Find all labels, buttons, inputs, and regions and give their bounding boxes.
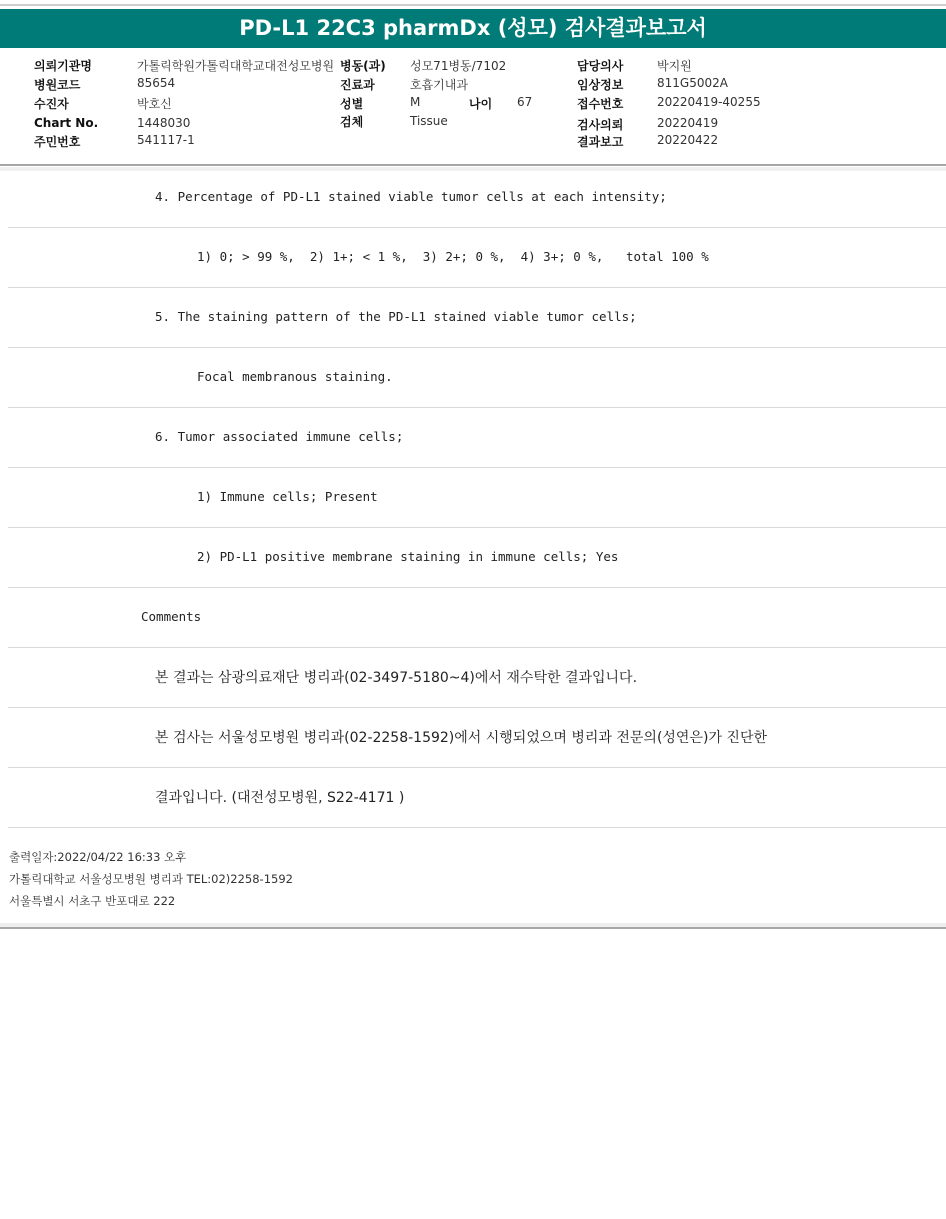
report-line-text: 결과입니다. (대전성모병원, S22-4171 ) [155, 790, 405, 806]
report-line-text: 본 검사는 서울성모병원 병리과(02-2258-1592)에서 시행되었으며 병리과 전문의(성연은)가 진단한 [155, 730, 767, 746]
report-line [8, 228, 946, 288]
report-line [8, 648, 946, 708]
receipt-label: 접수번호 [577, 97, 624, 111]
report-line-text: 1) 0; > 99 %, 2) 1+; < 1 %, 3) 2+; 0 %, 4) 3+; 0 %, total 100 % [197, 249, 709, 264]
request-value: 20220419 [657, 116, 719, 130]
report-line [8, 528, 946, 588]
report-line [8, 708, 946, 768]
receipt-value: 20220419-40255 [657, 95, 761, 109]
chart-no-label: Chart No. [34, 116, 99, 130]
report-line-text: 5. The staining pattern of the PD-L1 stained viable tumor cells; [155, 309, 637, 324]
lab-contact: 가톨릭대학교 서울성모병원 병리과 TEL:02)2258-1592 [9, 872, 293, 886]
doctor-label: 담당의사 [577, 59, 624, 73]
report-line [8, 348, 946, 408]
request-label: 검사의뢰 [577, 118, 624, 132]
report-line [8, 468, 946, 528]
report-line-text: 1) Immune cells; Present [197, 489, 378, 504]
age-label: 나이 [469, 97, 493, 111]
report-line-text: 6. Tumor associated immune cells; [155, 429, 404, 444]
resident-no-label: 주민번호 [34, 135, 81, 149]
report-line-text: 4. Percentage of PD-L1 stained viable tumor cells at each intensity; [155, 189, 667, 204]
report-title: PD-L1 22C3 pharmDx (성모) 검사결과보고서 [0, 9, 946, 48]
print-date: 출력일자:2022/04/22 16:33 오후 [9, 850, 187, 864]
chart-no-value: 1448030 [137, 116, 191, 130]
doctor-value: 박지원 [657, 59, 692, 73]
top-border [0, 4, 946, 6]
report-body [8, 168, 946, 828]
dept-value: 호흡기내과 [410, 78, 468, 92]
patient-label: 수진자 [34, 97, 69, 111]
clinical-label: 임상정보 [577, 78, 624, 92]
sex-label: 성별 [340, 97, 364, 111]
report-line-text: Focal membranous staining. [197, 369, 393, 384]
ward-label: 병동(과) [340, 59, 386, 73]
report-footer [9, 846, 293, 912]
hospital-code-value: 85654 [137, 76, 176, 90]
specimen-label: 검체 [340, 115, 364, 129]
age-value: 67 [517, 95, 533, 109]
clinical-value: 811G5002A [657, 76, 728, 90]
report-line-text: 본 결과는 삼광의료재단 병리과(02-3497-5180~4)에서 재수탁한 결과입니다. [155, 670, 638, 686]
patient-info-header [0, 52, 946, 164]
report-line [8, 288, 946, 348]
bottom-divider [0, 927, 946, 929]
report-date-value: 20220422 [657, 133, 719, 147]
report-date-label: 결과보고 [577, 135, 624, 149]
header-divider [0, 164, 946, 166]
lab-address: 서울특별시 서초구 반포대로 222 [9, 894, 176, 908]
institution-value: 가톨릭학원가톨릭대학교대전성모병원 [137, 59, 335, 73]
comments-heading: Comments [141, 609, 202, 624]
report-line [8, 408, 946, 468]
ward-value: 성모71병동/7102 [410, 59, 507, 73]
report-line [8, 168, 946, 228]
sex-value: M [410, 95, 421, 109]
report-line [8, 768, 946, 828]
hospital-code-label: 병원코드 [34, 78, 81, 92]
report-line [8, 588, 946, 648]
resident-no-value: 541117-1 [137, 133, 195, 147]
specimen-value: Tissue [410, 114, 448, 128]
report-line-text: 2) PD-L1 positive membrane staining in immune cells; Yes [197, 549, 619, 564]
dept-label: 진료과 [340, 78, 375, 92]
institution-label: 의뢰기관명 [34, 59, 92, 73]
patient-value: 박호신 [137, 97, 172, 111]
